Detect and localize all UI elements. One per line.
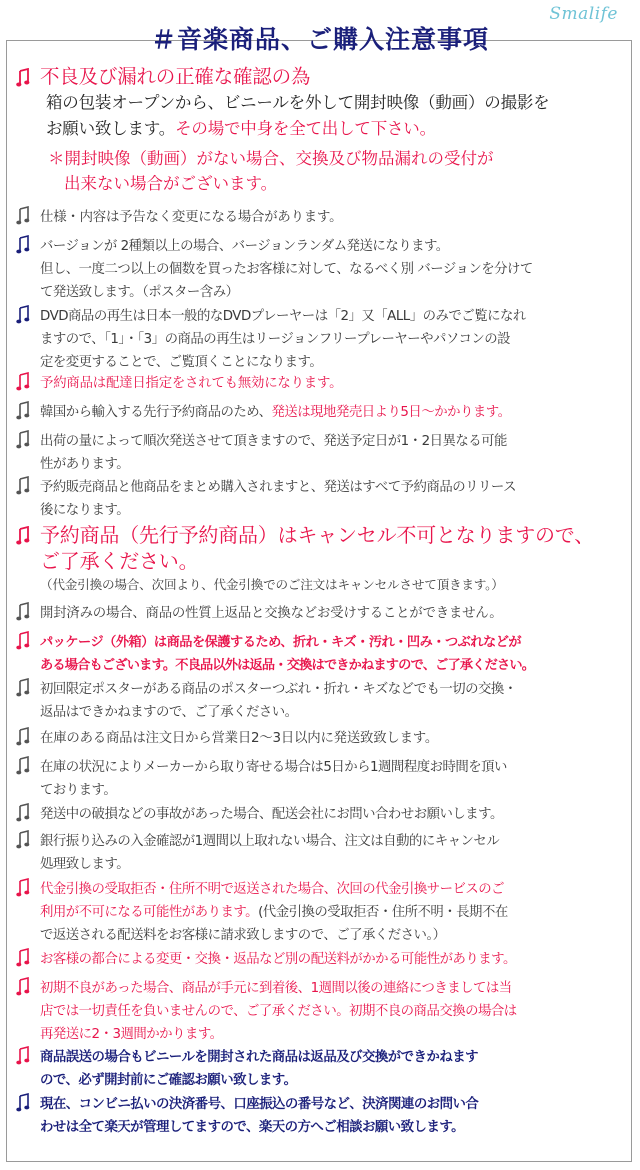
item-text-1: 商品誤送の場合もビニールを開封された商品は返品及び交換ができかねます [40,1050,479,1065]
item-text-3: で返送される配送料をお客様に請求致しますので、ご了承ください。） [40,928,446,943]
item-reserve-date [16,372,628,395]
item-text-1: 代金引換の受取拒否・住所不明で返送された場合、次回の代金引換サービスのご [40,882,505,897]
music-note-icon [16,1093,30,1113]
item-text-1: 銀行振り込みの入金確認が1週間以上取れない場合、注文は自動的にキャンセル [40,834,500,849]
korea-red: 発送は現地発売日より5日～かかります。 [271,405,511,420]
music-note-icon [16,401,30,421]
unboxing-line-2 [46,116,628,142]
item-opened [16,602,628,625]
unboxing-heading: 不良及び漏れの正確な確認の為 [40,65,311,88]
item-text: 在庫のある商品は注文日から営業日2～3日以内に発送致致します。 [40,731,439,746]
item-maker [16,756,628,802]
item-text-2: ますので、「1」・「3」の商品の再生はリージョンフリープレーヤーやパソコンの設 [40,332,511,347]
item-text-2: ある場合もございます。不良品以外は返品・交換はできかねますので、ご了承ください。 [40,658,535,673]
item-text-2: ので、必ず開封前にご確認お願い致します。 [40,1073,297,1088]
music-note-icon [16,727,30,747]
item-text-3: 定を変更することで、ご覧頂くことになります。 [40,355,323,370]
item-text: 仕様・内容は予告なく変更になる場合があります。 [40,210,343,225]
item-text-1: バージョンが 2種類以上の場合、バージョンランダム発送になります。 [40,239,449,254]
item-bundle [16,476,628,522]
item-text: 予約商品は配達日指定をされても無効になります。 [40,376,343,391]
item-text-3: て発送致します。（ポスター含み） [40,285,239,300]
music-note-icon [16,305,30,325]
music-note-icon [16,631,30,651]
item-text [40,401,628,424]
item-cancel [16,522,628,596]
item-text-1: 出荷の量によって順次発送させて頂きますので、発送予定日が1・2日異なる可能 [40,434,507,449]
item-package [16,631,628,677]
music-note-icon [16,948,30,968]
unboxing-line-2-plain: お願い致します。 [46,119,176,138]
item-poster [16,678,628,724]
item-stock [16,727,628,750]
music-note-icon [16,756,30,776]
item-text: 発送中の破損などの事故があった場合、配送会社にお問い合わせお願いします。 [40,807,503,822]
music-note-icon [16,526,30,546]
music-note-icon [16,602,30,622]
item-text-2: 返品はできかねますので、ご了承ください。 [40,705,298,720]
item-text-1: パッケージ（外箱）は商品を保護するため、折れ・キズ・汚れ・凹み・つぶれなどが [40,635,522,650]
item-text-2: わせは全て楽天が管理してますので、楽天の方へご相談お願い致します。 [40,1120,465,1135]
music-note-icon [16,476,30,496]
unboxing-line-1: 箱の包装オープンから、ビニールを外して開封映像（動画）の撮影を [46,93,550,112]
item-text-2: 但し、一度二つ以上の個数を買ったお客様に対して、なるべく別 バージョンを分けて [40,262,533,277]
item-text-1: 在庫の状況によりメーカーから取り寄せる場合は5日から1週間程度お時間を頂い [40,760,507,775]
music-note-icon [16,803,30,823]
item-text: 開封済みの場合、商品の性質上返品と交換などお受けすることができません。 [40,606,503,621]
music-note-icon [16,430,30,450]
item-text-2 [40,901,628,924]
music-note-icon [16,977,30,997]
cancel-line-1: 予約商品（先行予約商品）はキャンセル不可となりますので、 [40,523,594,547]
item-text-1: 初期不良があった場合、商品が手元に到着後、1週間以後の連絡につきましては当 [40,981,512,996]
item-bank [16,830,628,876]
item-text-1: 現在、コンビニ払いの決済番号、口座振込の番号など、決済関連のお問い合 [40,1097,479,1112]
item-dvd [16,305,628,374]
music-note-icon [16,878,30,898]
item-cod [16,878,628,947]
item-text-2: ております。 [40,783,117,798]
cod-red: 利用が不可になる可能性があります。 [40,905,259,920]
item-payment [16,1093,628,1139]
page-title: ＃音楽商品、ご購入注意事項 [150,25,489,54]
item-text-2: 店では一切責任を負いませんので、ご了承ください。初期不良の商品交換の場合は [40,1004,517,1019]
brand-logo: Smalife [549,4,618,24]
unboxing-star-1: ＊開封映像（動画）がない場合、交換及び物品漏れの受付が [48,149,494,168]
item-spec [16,206,628,229]
korea-plain: 韓国から輸入する先行予約商品のため、 [40,405,272,420]
music-note-icon [16,1046,30,1066]
music-note-icon [16,235,30,255]
item-damage [16,803,628,826]
unboxing-line-2-red: その場で中身を全て出して下さい。 [175,119,436,138]
music-note-icon [16,830,30,850]
cancel-line-2: ご了承ください。 [40,549,199,573]
item-wrong [16,1046,628,1092]
music-note-icon [16,678,30,698]
item-text-2: 性があります。 [40,457,130,472]
music-note-icon [16,372,30,392]
music-note-icon [16,206,30,226]
unboxing-star-2: 出来ない場合がございます。 [64,174,278,193]
item-korea [16,401,628,424]
item-text: お客様の都合による変更・交換・返品など別の配送料がかかる可能性があります。 [40,952,516,967]
item-text-2: 処理致します。 [40,857,130,872]
cod-plain: (代金引換の受取拒否・住所不明・長期不在 [258,905,508,920]
item-text-1: DVD商品の再生は日本一般的なDVDプレーヤーは「2」又「ALL」のみでご覧になれ [40,309,526,324]
item-text-2: 後になります。 [40,503,130,518]
music-note-icon [16,68,30,88]
item-initial [16,977,628,1046]
item-text-3: 再発送に2・3週間かかります。 [40,1027,223,1042]
item-ship [16,430,628,476]
item-text-1: 予約販売商品と他商品をまとめ購入されますと、発送はすべて予約商品のリリース [40,480,517,495]
section-unboxing [16,64,628,196]
item-customer [16,948,628,971]
item-text-1: 初回限定ポスターがある商品のポスターつぶれ・折れ・キズなどでも一切の交換・ [40,682,517,697]
item-version [16,235,628,304]
cancel-note: （代金引換の場合、次回より、代金引換でのご注文はキャンセルさせて頂きます。） [40,577,504,592]
